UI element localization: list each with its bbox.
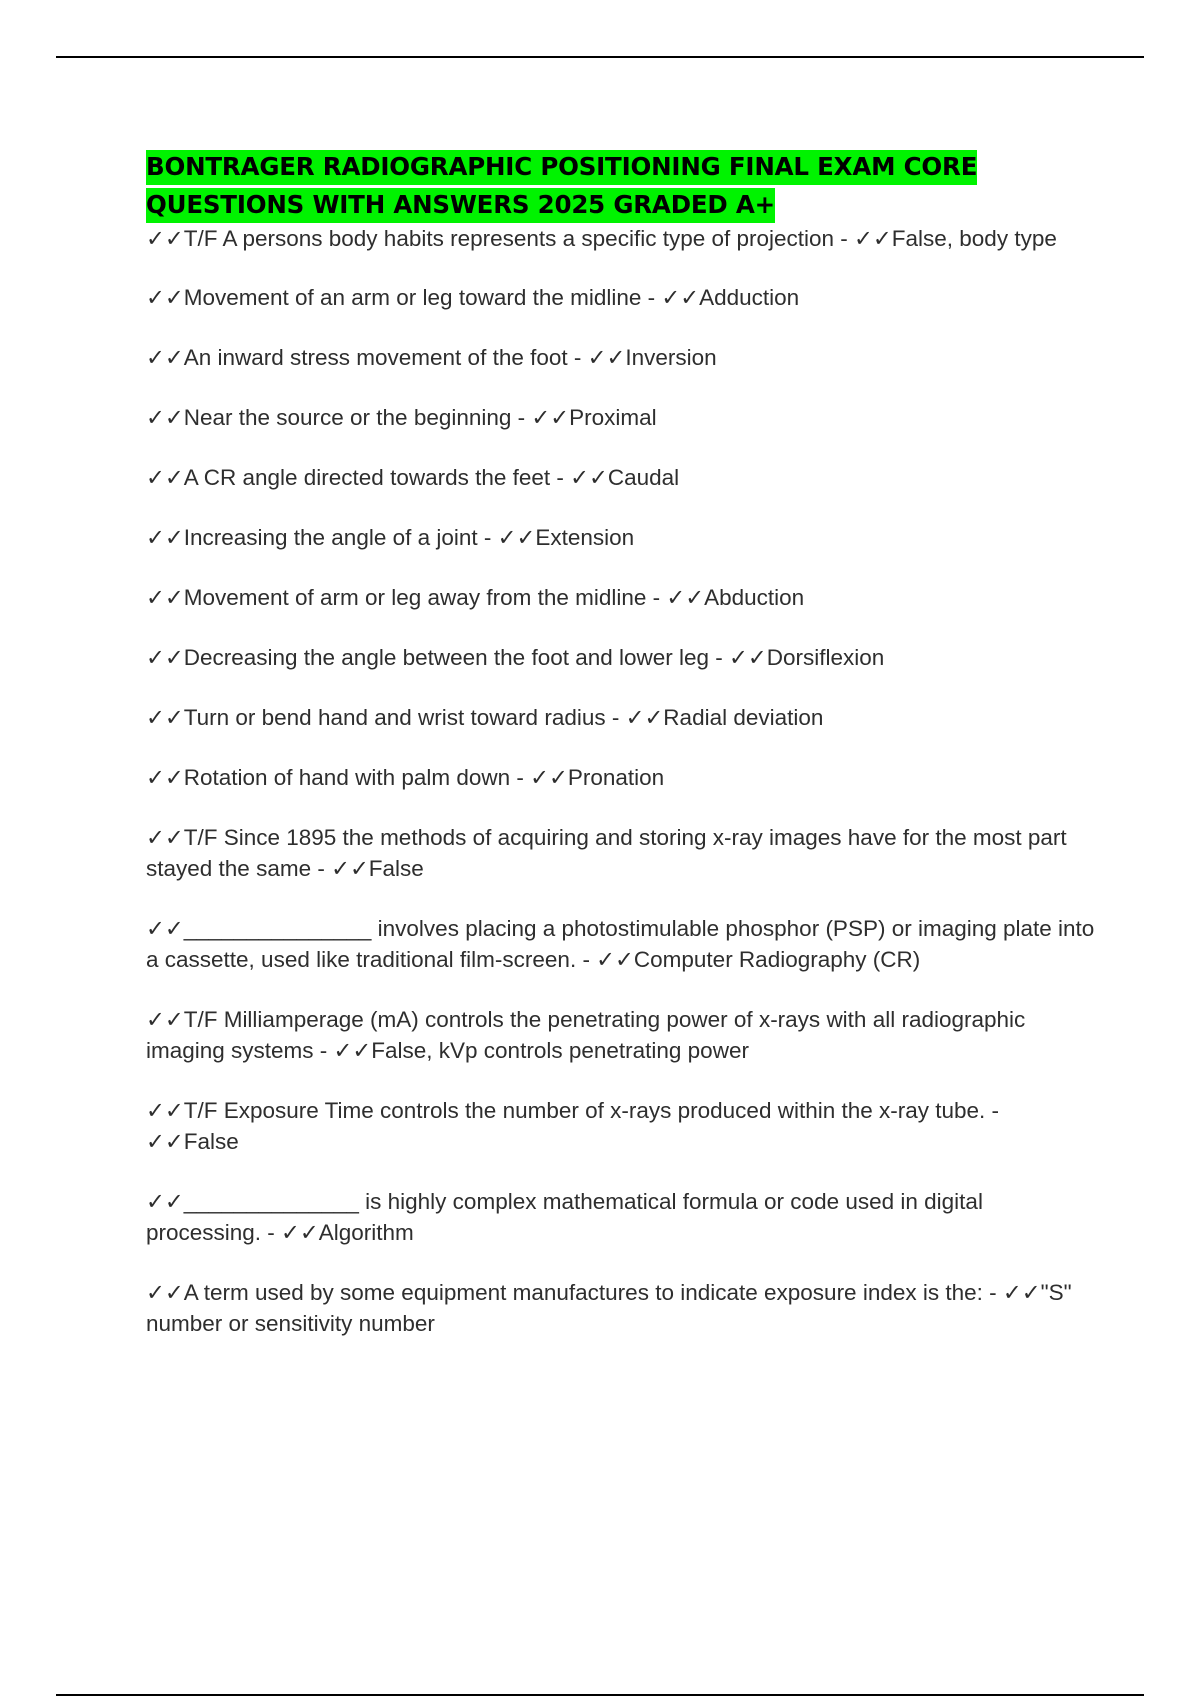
- qa-item: ✓✓Near the source or the beginning - ✓✓Proximal: [146, 405, 657, 430]
- qa-item: ✓✓Decreasing the angle between the foot and lower leg - ✓✓Dorsiflexion: [146, 645, 885, 670]
- qa-item: ✓✓T/F Since 1895 the methods of acquiring and storing x-ray images have for the most part stayed the same - ✓✓False: [146, 825, 1067, 881]
- title-highlight: BONTRAGER RADIOGRAPHIC POSITIONING FINAL EXAM CORE QUESTIONS WITH ANSWERS 2025 GRADED A+: [146, 150, 977, 223]
- qa-item: ✓✓Movement of arm or leg away from the midline - ✓✓Abduction: [146, 585, 805, 610]
- document-title: [146, 148, 1096, 224]
- top-rule: [56, 56, 1144, 58]
- qa-item: ✓✓Turn or bend hand and wrist toward radius - ✓✓Radial deviation: [146, 705, 824, 730]
- qa-item: ✓✓Movement of an arm or leg toward the midline - ✓✓Adduction: [146, 285, 800, 310]
- bottom-rule: [56, 1694, 1144, 1696]
- qa-item: ✓✓_______________ involves placing a photostimulable phosphor (PSP) or imaging plate into a cassette, used like traditional film-screen. - ✓✓Computer Radiography (CR): [146, 916, 1095, 972]
- qa-item: ✓✓T/F Milliamperage (mA) controls the penetrating power of x-rays with all radiographic imaging systems - ✓✓False, kVp controls penetrating power: [146, 1007, 1026, 1063]
- qa-item: ✓✓A term used by some equipment manufactures to indicate exposure index is the: - ✓✓"S" number or sensitivity number: [146, 1280, 1072, 1336]
- qa-item: ✓✓An inward stress movement of the foot - ✓✓Inversion: [146, 345, 717, 370]
- qa-item: ✓✓Rotation of hand with palm down - ✓✓Pronation: [146, 765, 665, 790]
- qa-item: ✓✓A CR angle directed towards the feet - ✓✓Caudal: [146, 465, 680, 490]
- qa-item: ✓✓______________ is highly complex mathematical formula or code used in digital processing. - ✓✓Algorithm: [146, 1189, 983, 1245]
- qa-item: ✓✓Increasing the angle of a joint - ✓✓Extension: [146, 525, 635, 550]
- document-body: [146, 148, 1096, 1339]
- qa-item: ✓✓T/F A persons body habits represents a specific type of projection - ✓✓False, body type: [146, 226, 1057, 251]
- qa-item: ✓✓T/F Exposure Time controls the number of x-rays produced within the x-ray tube. - ✓✓False: [146, 1098, 1000, 1154]
